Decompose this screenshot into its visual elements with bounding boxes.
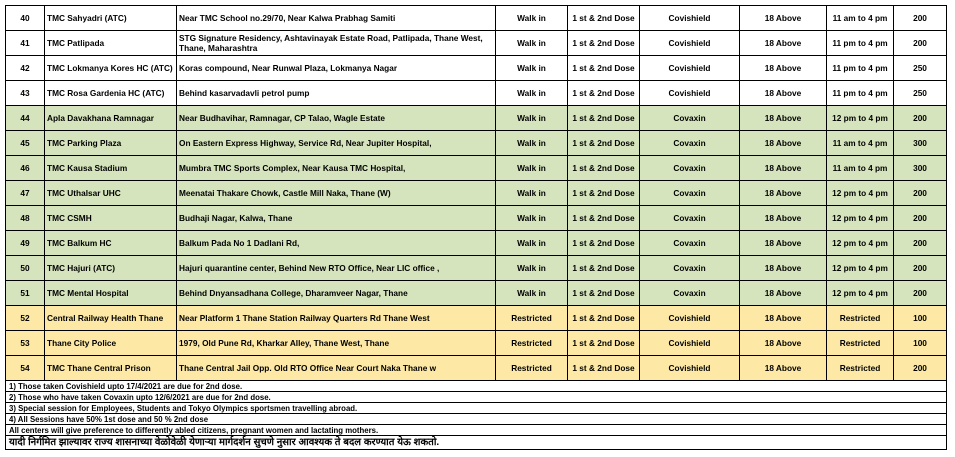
- vaccine-cell: Covishield: [640, 56, 740, 81]
- serial-number-cell: 46: [6, 156, 45, 181]
- table-row: [6, 281, 947, 306]
- age-group-cell: 18 Above: [740, 81, 827, 106]
- centre-name-cell: TMC CSMH: [45, 206, 177, 231]
- capacity-cell: 250: [894, 56, 947, 81]
- mode-cell: Restricted: [496, 306, 568, 331]
- centre-name-cell: TMC Sahyadri (ATC): [45, 6, 177, 31]
- note-row: [6, 425, 947, 436]
- mode-cell: Walk in: [496, 181, 568, 206]
- vaccine-cell: Covishield: [640, 81, 740, 106]
- address-cell: Koras compound, Near Runwal Plaza, Lokmanya Nagar: [177, 56, 496, 81]
- note-text: All centers will give preference to differently abled citizens, pregnant women and lactating mothers.: [6, 425, 947, 436]
- centre-name-cell: TMC Kausa Stadium: [45, 156, 177, 181]
- dose-cell: 1 st & 2nd Dose: [568, 356, 640, 381]
- centre-name-cell: TMC Thane Central Prison: [45, 356, 177, 381]
- age-group-cell: 18 Above: [740, 306, 827, 331]
- timing-cell: 12 pm to 4 pm: [827, 281, 894, 306]
- mode-cell: Walk in: [496, 31, 568, 56]
- note-text: 3) Special session for Employees, Students and Tokyo Olympics sportsmen travelling abroad.: [6, 403, 947, 414]
- capacity-cell: 100: [894, 331, 947, 356]
- vaccine-cell: Covaxin: [640, 281, 740, 306]
- note-row: [6, 403, 947, 414]
- vaccine-cell: Covishield: [640, 331, 740, 356]
- mode-cell: Walk in: [496, 156, 568, 181]
- mode-cell: Walk in: [496, 106, 568, 131]
- timing-cell: 11 am to 4 pm: [827, 6, 894, 31]
- centre-name-cell: TMC Balkum HC: [45, 231, 177, 256]
- note-text: 4) All Sessions have 50% 1st dose and 50 % 2nd dose: [6, 414, 947, 425]
- mode-cell: Restricted: [496, 331, 568, 356]
- mode-cell: Walk in: [496, 6, 568, 31]
- mode-cell: Walk in: [496, 256, 568, 281]
- age-group-cell: 18 Above: [740, 256, 827, 281]
- notes-section: [6, 381, 947, 450]
- serial-number-cell: 42: [6, 56, 45, 81]
- vaccine-cell: Covaxin: [640, 256, 740, 281]
- serial-number-cell: 50: [6, 256, 45, 281]
- age-group-cell: 18 Above: [740, 206, 827, 231]
- timing-cell: 11 am to 4 pm: [827, 131, 894, 156]
- capacity-cell: 100: [894, 306, 947, 331]
- address-cell: Behind Dnyansadhana College, Dharamveer Nagar, Thane: [177, 281, 496, 306]
- dose-cell: 1 st & 2nd Dose: [568, 206, 640, 231]
- address-cell: Balkum Pada No 1 Dadlani Rd,: [177, 231, 496, 256]
- dose-cell: 1 st & 2nd Dose: [568, 31, 640, 56]
- vaccine-cell: Covishield: [640, 31, 740, 56]
- serial-number-cell: 45: [6, 131, 45, 156]
- mode-cell: Walk in: [496, 131, 568, 156]
- serial-number-cell: 53: [6, 331, 45, 356]
- address-cell: Meenatai Thakare Chowk, Castle Mill Naka, Thane (W): [177, 181, 496, 206]
- address-cell: Near TMC School no.29/70, Near Kalwa Prabhag Samiti: [177, 6, 496, 31]
- vaccine-cell: Covaxin: [640, 231, 740, 256]
- vaccine-cell: Covaxin: [640, 206, 740, 231]
- serial-number-cell: 54: [6, 356, 45, 381]
- timing-cell: Restricted: [827, 356, 894, 381]
- age-group-cell: 18 Above: [740, 106, 827, 131]
- capacity-cell: 200: [894, 281, 947, 306]
- dose-cell: 1 st & 2nd Dose: [568, 181, 640, 206]
- note-row: [6, 381, 947, 392]
- centre-table: [5, 5, 947, 450]
- capacity-cell: 300: [894, 156, 947, 181]
- address-cell: STG Signature Residency, Ashtavinayak Estate Road, Patlipada, Thane West, Thane, Maharashtra: [177, 31, 496, 56]
- capacity-cell: 200: [894, 106, 947, 131]
- mode-cell: Walk in: [496, 281, 568, 306]
- centre-name-cell: Central Railway Health Thane: [45, 306, 177, 331]
- age-group-cell: 18 Above: [740, 31, 827, 56]
- table-row: [6, 206, 947, 231]
- age-group-cell: 18 Above: [740, 156, 827, 181]
- dose-cell: 1 st & 2nd Dose: [568, 56, 640, 81]
- capacity-cell: 250: [894, 81, 947, 106]
- vaccine-cell: Covaxin: [640, 156, 740, 181]
- vaccine-cell: Covishield: [640, 6, 740, 31]
- address-cell: Near Budhavihar, Ramnagar, CP Talao, Wagle Estate: [177, 106, 496, 131]
- mode-cell: Walk in: [496, 56, 568, 81]
- table-row: [6, 306, 947, 331]
- centre-name-cell: TMC Mental Hospital: [45, 281, 177, 306]
- table-row: [6, 81, 947, 106]
- table-row: [6, 156, 947, 181]
- note-row: [6, 414, 947, 425]
- capacity-cell: 200: [894, 356, 947, 381]
- age-group-cell: 18 Above: [740, 56, 827, 81]
- timing-cell: Restricted: [827, 331, 894, 356]
- serial-number-cell: 40: [6, 6, 45, 31]
- centre-name-cell: TMC Rosa Gardenia HC (ATC): [45, 81, 177, 106]
- capacity-cell: 200: [894, 31, 947, 56]
- address-cell: On Eastern Express Highway, Service Rd, Near Jupiter Hospital,: [177, 131, 496, 156]
- table-row: [6, 231, 947, 256]
- serial-number-cell: 44: [6, 106, 45, 131]
- capacity-cell: 200: [894, 181, 947, 206]
- address-cell: Behind kasarvadavli petrol pump: [177, 81, 496, 106]
- mode-cell: Walk in: [496, 81, 568, 106]
- note-text: 2) Those who have taken Covaxin upto 12/6/2021 are due for 2nd dose.: [6, 392, 947, 403]
- address-cell: Thane Central Jail Opp. Old RTO Office Near Court Naka Thane w: [177, 356, 496, 381]
- serial-number-cell: 41: [6, 31, 45, 56]
- centre-name-cell: Thane City Police: [45, 331, 177, 356]
- serial-number-cell: 47: [6, 181, 45, 206]
- age-group-cell: 18 Above: [740, 231, 827, 256]
- serial-number-cell: 48: [6, 206, 45, 231]
- age-group-cell: 18 Above: [740, 181, 827, 206]
- age-group-cell: 18 Above: [740, 331, 827, 356]
- capacity-cell: 200: [894, 256, 947, 281]
- dose-cell: 1 st & 2nd Dose: [568, 81, 640, 106]
- address-cell: Budhaji Nagar, Kalwa, Thane: [177, 206, 496, 231]
- serial-number-cell: 43: [6, 81, 45, 106]
- timing-cell: 12 pm to 4 pm: [827, 181, 894, 206]
- table-row: [6, 331, 947, 356]
- dose-cell: 1 st & 2nd Dose: [568, 331, 640, 356]
- table-row: [6, 256, 947, 281]
- address-cell: Mumbra TMC Sports Complex, Near Kausa TMC Hospital,: [177, 156, 496, 181]
- serial-number-cell: 49: [6, 231, 45, 256]
- centre-rows: [6, 6, 947, 381]
- centre-name-cell: TMC Lokmanya Kores HC (ATC): [45, 56, 177, 81]
- table-row: [6, 56, 947, 81]
- address-cell: Hajuri quarantine center, Behind New RTO Office, Near LIC office ,: [177, 256, 496, 281]
- mode-cell: Restricted: [496, 356, 568, 381]
- centre-name-cell: TMC Uthalsar UHC: [45, 181, 177, 206]
- timing-cell: Restricted: [827, 306, 894, 331]
- vaccine-cell: Covaxin: [640, 106, 740, 131]
- vaccine-cell: Covishield: [640, 306, 740, 331]
- serial-number-cell: 52: [6, 306, 45, 331]
- dose-cell: 1 st & 2nd Dose: [568, 256, 640, 281]
- age-group-cell: 18 Above: [740, 131, 827, 156]
- timing-cell: 11 pm to 4 pm: [827, 56, 894, 81]
- age-group-cell: 18 Above: [740, 356, 827, 381]
- centre-name-cell: TMC Patlipada: [45, 31, 177, 56]
- address-cell: Near Platform 1 Thane Station Railway Quarters Rd Thane West: [177, 306, 496, 331]
- note-row: [6, 392, 947, 403]
- table-row: [6, 131, 947, 156]
- timing-cell: 12 pm to 4 pm: [827, 106, 894, 131]
- note-text: 1) Those taken Covishield upto 17/4/2021 are due for 2nd dose.: [6, 381, 947, 392]
- table-row: [6, 106, 947, 131]
- table-row: [6, 31, 947, 56]
- dose-cell: 1 st & 2nd Dose: [568, 281, 640, 306]
- table-row: [6, 181, 947, 206]
- centre-name-cell: TMC Parking Plaza: [45, 131, 177, 156]
- capacity-cell: 200: [894, 6, 947, 31]
- timing-cell: 12 pm to 4 pm: [827, 206, 894, 231]
- mode-cell: Walk in: [496, 231, 568, 256]
- mode-cell: Walk in: [496, 206, 568, 231]
- centre-name-cell: TMC Hajuri (ATC): [45, 256, 177, 281]
- dose-cell: 1 st & 2nd Dose: [568, 306, 640, 331]
- capacity-cell: 300: [894, 131, 947, 156]
- timing-cell: 12 pm to 4 pm: [827, 231, 894, 256]
- timing-cell: 11 pm to 4 pm: [827, 81, 894, 106]
- address-cell: 1979, Old Pune Rd, Kharkar Alley, Thane West, Thane: [177, 331, 496, 356]
- table-row: [6, 356, 947, 381]
- vaccine-cell: Covaxin: [640, 181, 740, 206]
- capacity-cell: 200: [894, 231, 947, 256]
- dose-cell: 1 st & 2nd Dose: [568, 6, 640, 31]
- timing-cell: 11 am to 4 pm: [827, 156, 894, 181]
- age-group-cell: 18 Above: [740, 281, 827, 306]
- dose-cell: 1 st & 2nd Dose: [568, 231, 640, 256]
- dose-cell: 1 st & 2nd Dose: [568, 106, 640, 131]
- table-row: [6, 6, 947, 31]
- dose-cell: 1 st & 2nd Dose: [568, 156, 640, 181]
- dose-cell: 1 st & 2nd Dose: [568, 131, 640, 156]
- centre-name-cell: Apla Davakhana Ramnagar: [45, 106, 177, 131]
- note-row: [6, 436, 947, 450]
- note-text: यादी निर्गमित झाल्यावर राज्य शासनाच्या वेळोवेळी येणाऱ्या मार्गदर्शन सुचणे नुसार आवश्यक ते बदल करण्यात येऊ शकतो.: [6, 436, 947, 450]
- timing-cell: 12 pm to 4 pm: [827, 256, 894, 281]
- timing-cell: 11 pm to 4 pm: [827, 31, 894, 56]
- serial-number-cell: 51: [6, 281, 45, 306]
- vaccine-cell: Covaxin: [640, 131, 740, 156]
- vaccine-cell: Covishield: [640, 356, 740, 381]
- age-group-cell: 18 Above: [740, 6, 827, 31]
- capacity-cell: 200: [894, 206, 947, 231]
